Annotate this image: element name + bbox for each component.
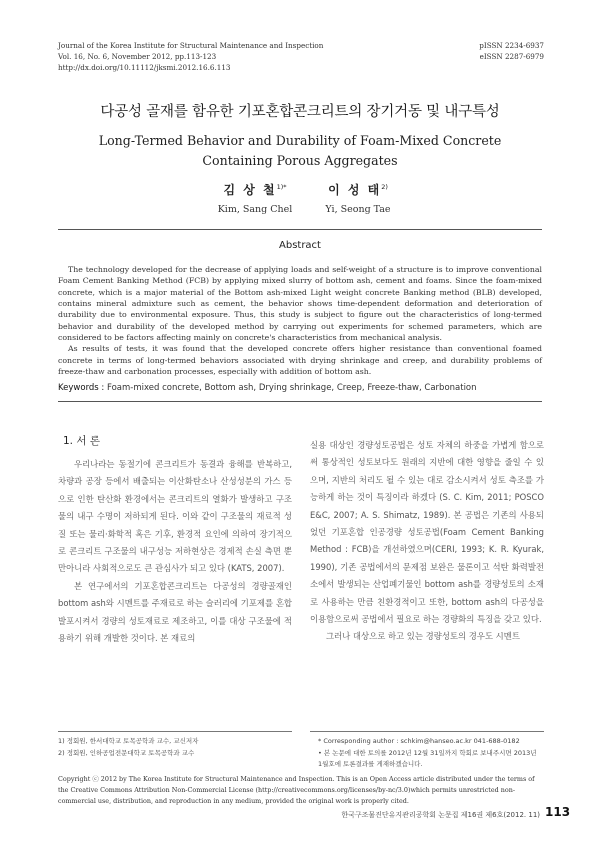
title-english-line1: Long-Termed Behavior and Durability of Foam-Mixed Concrete [98, 133, 502, 148]
copyright-notice: Copyright ⓒ 2012 by The Korea Institute for Structural Maintenance and Inspection. This is an Open Access article distributed under the terms of the Creative Commons Attribution Non-Commercial License (http://creativecommons.org/licenses/by-nc/3.0)which permits unrestricted non-commercial use, distribution, and reproduction in any medium, provided the original work is properly cited. [58, 775, 535, 805]
footnote-rule-right [310, 731, 544, 732]
pissn: pISSN 2234-6937 [479, 41, 544, 50]
intro-paragraph-3: 실용 대상인 경량성토공법은 성토 자체의 하중을 가볍게 함으로써 통상적인 성토보다도 원래의 지반에 대한 영향을 줄일 수 있으며, 지반의 처리도 될 수 있는 대로 감소시켜서 성토 측조를 가능하게 하는 것이 특징이라 하겠다 (S. C. Kim, 2011; POSCO E&C, 2007; A. S. Shimatz, 1989). 본 공법은 기존의 사용되었던 기포혼합 인공경량 성토공법(Foam Cement Banking Method : FCB)을 개선하였으며(CERI, 1993; K. R. Kyurak, 1990), 기존 공법에서의 문제점 보완은 물론이고 석탄 화력발전소에서 발생되는 산업폐기물인 bottom ash를 경량성토의 소재로 사용하는 만큼 친환경적이고 또한, bottom ash의 다공성을 이용함으로써 공법에서 필요로 하는 경량화의 특징을 갖고 있다. [310, 440, 544, 625]
keywords-text: Foam-mixed concrete, Bottom ash, Drying shrinkage, Creep, Freeze-thaw, Carbonation [107, 383, 477, 393]
footnote-affiliation-1: 1) 정회원, 한서대학교 토목공학과 교수, 교신저자 [58, 737, 199, 745]
author-1-name-ko: 김 상 철 [223, 183, 277, 197]
eissn: eISSN 2287-6979 [479, 52, 544, 61]
author-1-name-en: Kim, Sang Chel [217, 204, 293, 215]
issn-block [394, 40, 544, 62]
title-english [60, 131, 540, 171]
title-korean: 다공성 골재를 함유한 기포혼합콘크리트의 장기거동 및 내구특성 [100, 104, 500, 120]
footnote-corresponding: * Corresponding author : schkim@hanseo.ac.kr 041-688-0182 [318, 737, 520, 745]
author-2 [278, 181, 438, 215]
abstract-body [58, 264, 542, 377]
title-english-line2: Containing Porous Aggregates [202, 153, 398, 168]
page-footer: 한국구조물진단유지관리공학회 논문집 제16권 제6호(2012. 11) [341, 811, 540, 819]
author-2-name-ko: 이 성 태 [328, 183, 382, 197]
abstract-paragraph-2: As results of tests, it was found that the developed concrete offers higher resistance than conventional foamed concrete in terms of long-termed behaviors associated with drying shrinkage and creep, and durability problems of freeze-thaw and carbonation processes, especially with addition of bottom ash. [58, 344, 542, 377]
footnotes-left [58, 736, 292, 759]
keywords [58, 383, 542, 393]
footnotes-right [318, 736, 544, 771]
author-2-name-en: Yi, Seong Tae [325, 204, 391, 215]
footnote-discussion-1: • 본 논문에 대한 토의를 2012년 12월 31일까지 학회로 보내주시면 2013년 [318, 748, 537, 757]
page-number: 113 [545, 805, 571, 819]
footnote-rule-left [58, 731, 292, 732]
intro-paragraph-1: 우리나라는 동절기에 콘크리트가 동결과 융해를 반복하고, 차량과 공장 등에서 배출되는 이산화탄소나 산성성분의 가스 등으로 인한 탄산화 환경에서는 콘크리트의 열화가 발생하고 구조물의 내구 수명이 저하되게 된다. 이와 같이 구조물의 재료적 성질 또는 물리·화학적 혹은 기후, 환경적 요인에 의하여 장기적으로 콘크리트 구조물의 내구성능 저하현상은 경제적 손실 측면 뿐 만아니라 사회적으로도 큰 관심사가 되고 있다 (KATS, 2007). [58, 459, 292, 574]
footnote-affiliation-2: 2) 정회원, 인하공업전문대학교 토목공학과 교수 [58, 748, 195, 757]
abstract-paragraph-1: The technology developed for the decrease of applying loads and self-weight of a structure is to improve conventional Foam Cement Banking Method (FCB) by applying mixed slurry of bottom ash, cement and foams. Since the foam-mixed concrete, which is a major material of the Bottom ash-mixed Light weight concrete Banking method (BLB) developed, contains mineral admixture such as cement, the behavior shows time-dependent deformation and deterioration of durability due to environmental exposure. Thus, this study is subject to figure out the characteristics of long-termed behavior and durability of the developed method by carrying out experiments for schemed parameters, which are considered to be factors affecting mainly on concrete's characteristics from mechanical analysis. [58, 265, 542, 343]
divider-bottom [58, 401, 542, 402]
journal-volume: Vol. 16, No. 6, November 2012, pp.113-123 [58, 52, 217, 61]
journal-doi[interactable]: http://dx.doi.org/10.11112/jksmi.2012.16.6.113 [58, 63, 231, 72]
section-title: 1. 서 론 [63, 435, 100, 447]
abstract-heading: Abstract [279, 240, 321, 251]
intro-paragraph-4: 그러나 대상으로 하고 있는 경량성토의 경우도 시멘트 [326, 631, 520, 642]
journal-name: Journal of the Korea Institute for Structural Maintenance and Inspection [58, 41, 324, 50]
keywords-label: Keywords : [58, 383, 105, 393]
intro-paragraph-2: 본 연구에서의 기포혼합콘크리트는 다공성의 경량골재인 bottom ash와 시멘트를 주재료로 하는 슬러리에 기포제를 혼합 발포시켜서 경량의 성토재료로 제조하고, 이를 대상 구조물에 적용하기 위해 개발한 것이다. 본 재료의 [58, 580, 292, 644]
body-column-right [310, 437, 544, 646]
divider-top [58, 229, 542, 230]
body-column-left [58, 456, 292, 647]
journal-header [58, 40, 388, 73]
footnote-discussion-2: 1월호에 토론결과를 게재하겠습니다. [318, 760, 423, 768]
author-2-affil-mark: 2) [381, 183, 388, 191]
author-1-affil-mark: 1)* [276, 183, 287, 191]
